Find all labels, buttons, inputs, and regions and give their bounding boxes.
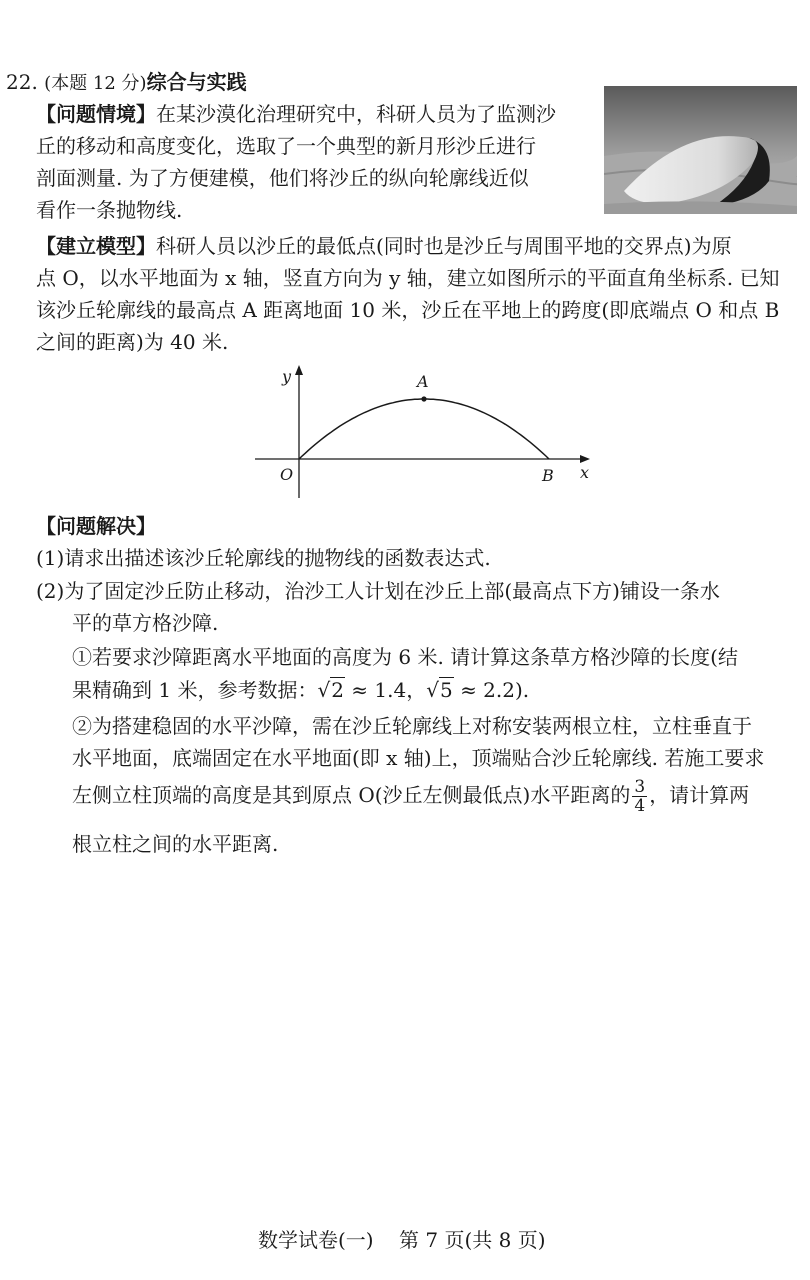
dune-curve [299,399,549,459]
point-o-label: O [280,465,294,484]
q2a-line-2 [72,674,529,706]
q2b-text-3: 左侧立柱顶端的高度是其到原点 O(沙丘左侧最低点)水平距离的 [72,783,631,807]
q2b-text-3b: ，请计算两 [649,783,750,807]
q2a-line-1: ①若要求沙障距离水平地面的高度为 6 米. 请计算这条草方格沙障的长度(结 [72,645,738,669]
model-text-1: 科研人员以沙丘的最低点(同时也是沙丘与周围平地的交界点)为原 [156,234,732,258]
q2a-text-2: 果精确到 1 米，参考数据： [72,678,318,702]
sqrt-symbol: √ [317,678,331,702]
x-axis-arrow [580,455,590,463]
fraction-three-quarters [632,778,647,815]
context-line-3: 剖面测量. 为了方便建模，他们将沙丘的纵向轮廓线近似 [36,166,529,190]
sqrt-symbol: √ [426,678,439,702]
point-b-label: B [542,466,554,485]
point-a-dot [421,396,426,401]
context-line-2: 丘的移动和高度变化，选取了一个典型的新月形沙丘进行 [36,134,536,158]
parabola-figure [250,360,600,505]
ref-value-5: ≈ 2.2). [460,678,530,702]
model-line-3: 该沙丘轮廓线的最高点 A 距离地面 10 米，沙丘在平地上的跨度(即底端点 O 和点 B [36,298,780,322]
context-text-1: 在某沙漠化治理研究中，科研人员为了监测沙 [156,102,556,126]
question-header [6,66,247,100]
q2-line-2: 平的草方格沙障. [72,611,219,635]
context-tag: 【问题情境】 [36,102,156,126]
ref-value-2: ≈ 1.4， [351,678,427,702]
context-line-1 [36,98,556,130]
model-line-2: 点 O，以水平地面为 x 轴，竖直方向为 y 轴，建立如图所示的平面直角坐标系. 已知 [36,266,780,290]
fraction-numerator: 3 [634,777,646,797]
q1-text: (1)请求出描述该沙丘轮廓线的抛物线的函数表达式. [36,546,491,570]
sand-dune-photo [604,86,797,214]
y-axis-arrow [295,365,303,375]
context-line-4: 看作一条抛物线. [36,198,183,222]
fraction-denominator: 4 [634,796,646,816]
q2b-line-2: 水平地面，底端固定在水平地面(即 x 轴)上，顶端贴合沙丘轮廓线. 若施工要求 [72,746,765,770]
question-number: 22. [6,70,38,94]
q2b-line-3 [72,778,749,815]
question-title: 综合与实践 [146,70,247,94]
point-a-label: A [417,372,429,391]
model-tag: 【建立模型】 [36,234,156,258]
x-axis-label: x [580,463,590,482]
model-line-1 [36,230,732,262]
page-footer: 数学试卷(一) 第 7 页(共 8 页) [258,1228,546,1252]
solve-tag: 【问题解决】 [36,514,156,538]
model-line-4: 之间的距离)为 40 米. [36,330,229,354]
q2b-line-1: ②为搭建稳固的水平沙障，需在沙丘轮廓线上对称安装两根立柱，立柱垂直于 [72,714,752,738]
sqrt-2-value: 2 [331,678,344,702]
q2-line-1: (2)为了固定沙丘防止移动，治沙工人计划在沙丘上部(最高点下方)铺设一条水 [36,579,720,603]
question-meta: (本题 12 分) [44,73,147,94]
q2b-line-4: 根立柱之间的水平距离. [72,832,279,856]
y-axis-label: y [282,367,292,386]
sqrt-5-value: 5 [439,678,453,702]
